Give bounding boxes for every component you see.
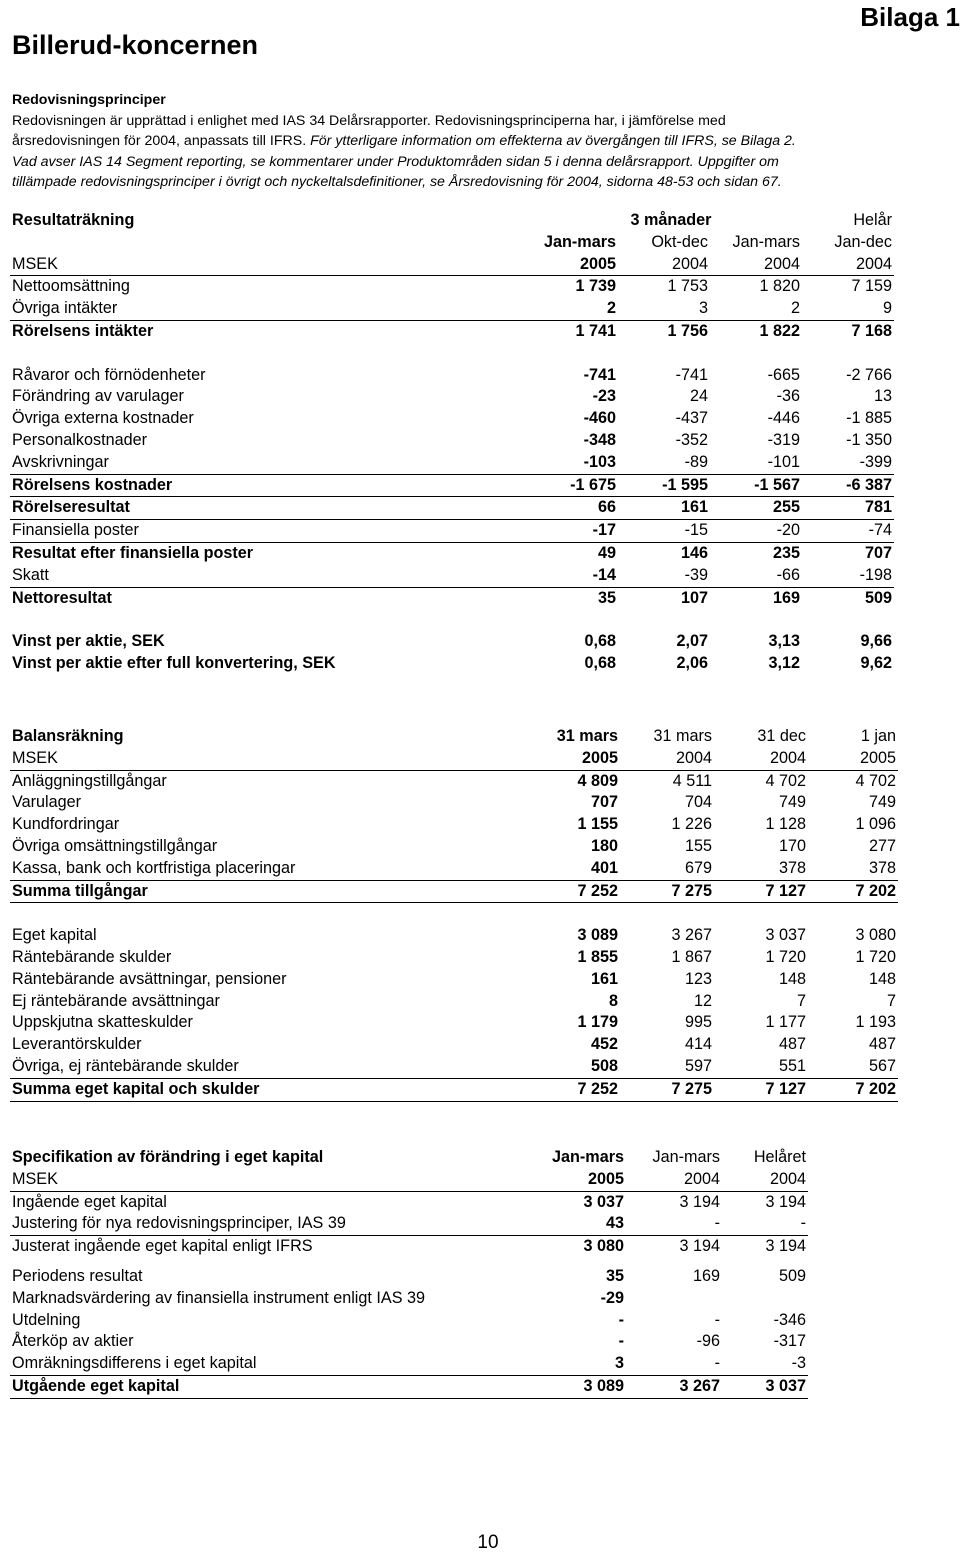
row-label: Återköp av aktier <box>12 1332 134 1351</box>
table-row <box>10 858 898 880</box>
row-value: -66 <box>710 565 802 587</box>
income-statement-table <box>10 210 894 675</box>
row-value: 3 037 <box>765 926 806 945</box>
row-value: -319 <box>767 430 800 449</box>
income-col-period: Jan-mars <box>732 232 800 251</box>
row-value: 123 <box>684 969 712 988</box>
row-value: 707 <box>590 793 618 812</box>
row-value: -39 <box>618 565 710 587</box>
balance-col-date: 31 mars <box>653 727 712 745</box>
row-value: 414 <box>684 1035 712 1054</box>
table-row <box>10 386 894 408</box>
row-value: 567 <box>808 1056 898 1078</box>
principles-line-2a: årsredovisningen för 2004, anpassats till IFRS. <box>12 133 307 149</box>
row-value: 1 128 <box>765 815 806 834</box>
row-value: -1 567 <box>710 474 802 497</box>
row-value: -101 <box>710 452 802 474</box>
row-value: 7 127 <box>714 880 808 903</box>
row-value: 378 <box>808 858 898 880</box>
row-label: Personalkostnader <box>12 430 147 449</box>
row-value: 7 202 <box>808 1078 898 1101</box>
table-row <box>10 880 898 903</box>
row-label: Skatt <box>10 565 530 587</box>
row-label: Vinst per aktie, SEK <box>12 632 165 651</box>
row-value: 3 194 <box>679 1237 720 1256</box>
row-value: - <box>722 1213 808 1235</box>
row-label: Ingående eget kapital <box>12 1192 167 1211</box>
row-value: 1 155 <box>577 815 618 834</box>
row-label: Anläggningstillgångar <box>12 771 167 790</box>
row-value: 7 275 <box>620 880 714 903</box>
row-label: Periodens resultat <box>12 1266 143 1285</box>
income-col-period: Okt-dec <box>651 232 708 251</box>
row-value: -96 <box>696 1332 720 1351</box>
row-value: 7 252 <box>528 1078 620 1101</box>
table-row <box>10 1191 808 1213</box>
row-value: -665 <box>767 365 800 384</box>
row-label: Resultat efter finansiella poster <box>12 543 254 562</box>
row-value: 2 <box>710 298 802 320</box>
row-value <box>722 1288 808 1310</box>
row-value: -74 <box>802 520 894 543</box>
table-row <box>10 770 898 792</box>
row-value: 66 <box>530 497 618 520</box>
row-value: 2,06 <box>676 653 708 672</box>
row-value: -103 <box>530 452 618 474</box>
row-value: 2 <box>530 298 618 320</box>
row-value: 508 <box>528 1056 620 1078</box>
row-value: 7 168 <box>851 321 892 340</box>
row-label: Ej räntebärande avsättningar <box>12 991 220 1010</box>
row-value: 704 <box>684 793 712 812</box>
row-value: 170 <box>778 836 806 855</box>
row-label: Räntebärande skulder <box>12 947 172 966</box>
row-value: - <box>626 1353 722 1375</box>
table-row <box>10 565 894 587</box>
row-value: -460 <box>583 409 616 428</box>
accounting-principles-text <box>12 90 952 193</box>
row-value: 1 753 <box>667 277 708 296</box>
row-value: 1 226 <box>671 815 712 834</box>
row-value: 781 <box>802 497 894 520</box>
principles-line-3b: Uppgifter om <box>693 153 779 170</box>
row-value: 707 <box>864 543 892 562</box>
row-value: 679 <box>620 858 714 880</box>
row-label: Utgående eget kapital <box>10 1375 530 1398</box>
row-value: 0,68 <box>584 632 616 651</box>
row-value: 49 <box>597 543 616 562</box>
row-value: - <box>618 1310 624 1329</box>
row-value: 4 702 <box>765 771 806 790</box>
row-label: Varulager <box>12 793 81 812</box>
table-row <box>10 1236 808 1258</box>
principles-line-3 <box>12 152 952 173</box>
table-row <box>10 587 894 609</box>
row-value: 255 <box>710 497 802 520</box>
balance-col-date: 31 mars <box>556 727 618 745</box>
table-row <box>10 430 894 452</box>
principles-line-1: Redovisningen är upprättad i enlighet med IAS 34 Delårsrapporter. Redovisningsprinciperna har, i jämförelse med <box>12 112 726 129</box>
row-value: -23 <box>592 387 616 406</box>
row-value: 7 252 <box>528 880 620 903</box>
principles-line-2b: För ytterligare information om effekterna av övergången till IFRS, se Bilaga 2. <box>306 133 796 149</box>
balance-col-year: 2005 <box>528 748 620 770</box>
row-value: 13 <box>873 387 892 406</box>
row-value: -446 <box>767 409 800 428</box>
row-value: 1 720 <box>855 947 896 966</box>
row-value: 3 037 <box>722 1375 808 1398</box>
table-row <box>10 298 894 320</box>
row-value: 2,07 <box>676 632 708 651</box>
row-value: 9 <box>802 298 894 320</box>
row-value: 452 <box>590 1035 618 1054</box>
table-row <box>10 631 894 653</box>
row-label: Omräkningsdifferens i eget kapital <box>10 1353 530 1375</box>
table-row <box>10 1266 808 1288</box>
table-row <box>10 1213 808 1235</box>
balance-header-row-2 <box>10 748 898 770</box>
table-row <box>10 520 894 543</box>
row-value: 1 739 <box>575 277 616 296</box>
table-row <box>10 1288 808 1310</box>
row-value: 1 177 <box>765 1013 806 1032</box>
row-value: 3 080 <box>855 926 896 945</box>
row-value: 3 267 <box>671 926 712 945</box>
equity-col-period: Helåret <box>753 1148 806 1166</box>
row-label: Finansiella poster <box>10 520 530 543</box>
table-row <box>10 814 898 836</box>
table-row <box>10 792 898 814</box>
income-header-row-1 <box>10 210 894 232</box>
row-value: 35 <box>605 1266 624 1285</box>
row-value: - <box>618 1332 624 1351</box>
row-value: 9,62 <box>860 653 892 672</box>
equity-col-year: 2005 <box>530 1169 626 1191</box>
row-value: 148 <box>778 969 806 988</box>
row-label: Justering för nya redovisningsprinciper, IAS 39 <box>10 1213 530 1235</box>
row-value: -352 <box>675 430 708 449</box>
income-col-year: 2004 <box>802 254 894 276</box>
row-value: -15 <box>618 520 710 543</box>
table-row <box>10 1310 808 1332</box>
row-value: -741 <box>583 365 616 384</box>
table-row <box>10 836 898 858</box>
income-full-year-header: Helår <box>853 211 892 229</box>
row-label: Rörelseresultat <box>10 497 530 520</box>
balance-col-date: 1 jan <box>860 727 896 745</box>
row-value: 995 <box>684 1013 712 1032</box>
table-row <box>10 1375 808 1398</box>
row-value <box>626 1288 722 1310</box>
row-value: 3 037 <box>583 1192 624 1211</box>
row-value: 161 <box>590 969 618 988</box>
row-value: 1 096 <box>855 815 896 834</box>
row-value: -317 <box>773 1332 806 1351</box>
equity-title: Specifikation av förändring i eget kapital <box>12 1148 324 1166</box>
income-group-header: 3 månader <box>630 211 712 229</box>
row-value: 7 202 <box>808 880 898 903</box>
row-value: -348 <box>583 430 616 449</box>
row-value: 487 <box>868 1035 896 1054</box>
row-value: 7 <box>886 991 896 1010</box>
row-value: 749 <box>778 793 806 812</box>
table-row <box>10 320 894 342</box>
row-label: Övriga omsättningstillgångar <box>12 836 218 855</box>
page-number: 10 <box>477 1532 499 1553</box>
principles-heading: Redovisningsprinciper <box>12 92 166 108</box>
row-value: -20 <box>710 520 802 543</box>
row-value: 509 <box>778 1266 806 1285</box>
table-row <box>10 408 894 430</box>
row-value: 3 267 <box>626 1375 722 1398</box>
row-value: 1 867 <box>671 947 712 966</box>
row-value: 7 <box>796 991 806 1010</box>
row-value: 12 <box>693 991 712 1010</box>
table-row <box>10 365 894 387</box>
row-value: 3,13 <box>768 632 800 651</box>
row-label: Justerat ingående eget kapital enligt IFRS <box>12 1237 313 1256</box>
equity-col-period: Jan-mars <box>652 1148 720 1166</box>
row-value: 1 855 <box>577 947 618 966</box>
table-row <box>10 653 894 675</box>
row-value: -2 766 <box>846 365 892 384</box>
row-value: 146 <box>680 543 708 562</box>
table-row <box>10 1078 898 1101</box>
principles-line-2 <box>12 131 952 152</box>
income-header-row-3 <box>10 254 894 276</box>
row-value: 597 <box>620 1056 714 1078</box>
row-label: Nettoresultat <box>12 588 112 607</box>
row-value: 3 <box>530 1353 626 1375</box>
row-label: Räntebärande avsättningar, pensioner <box>12 969 287 988</box>
row-value: 4 702 <box>855 771 896 790</box>
row-value: -14 <box>530 565 618 587</box>
row-value: 4 809 <box>577 771 618 790</box>
equity-unit: MSEK <box>10 1169 530 1191</box>
table-row <box>10 1012 898 1034</box>
row-value: -1 885 <box>846 409 892 428</box>
row-value: 487 <box>778 1035 806 1054</box>
row-value: 180 <box>590 836 618 855</box>
row-value: 1 756 <box>667 321 708 340</box>
row-value: - <box>714 1310 720 1329</box>
appendix-label: Bilaga 1 <box>860 2 960 32</box>
row-value: 3,12 <box>768 653 800 672</box>
row-value: 7 275 <box>620 1078 714 1101</box>
row-label: Förändring av varulager <box>12 387 184 406</box>
equity-col-year: 2004 <box>626 1169 722 1191</box>
row-value: -399 <box>802 452 894 474</box>
principles-line-4: tillämpade redovisningsprinciper i övrigt och nyckeltalsdefinitioner, se Årsredovisning för 2004, sidorna 48-53 och sidan 67. <box>12 174 782 190</box>
row-value: 3 089 <box>530 1375 626 1398</box>
equity-col-period: Jan-mars <box>552 1148 624 1166</box>
balance-header-row-1 <box>10 726 898 748</box>
row-label: Marknadsvärdering av finansiella instrument enligt IAS 39 <box>12 1288 425 1307</box>
row-value: 155 <box>684 836 712 855</box>
row-value: 169 <box>692 1266 720 1285</box>
row-value: 3 194 <box>765 1237 806 1256</box>
balance-unit: MSEK <box>10 748 528 770</box>
table-row <box>10 1331 808 1353</box>
row-label: Utdelning <box>12 1310 81 1329</box>
row-label: Rörelsens intäkter <box>12 321 154 340</box>
row-value: 749 <box>868 793 896 812</box>
table-row <box>10 1056 898 1078</box>
row-value: 3 080 <box>583 1237 624 1256</box>
row-label: Övriga externa kostnader <box>12 409 194 428</box>
row-value: 35 <box>597 588 616 607</box>
row-value: -1 595 <box>618 474 710 497</box>
row-value: 1 741 <box>575 321 616 340</box>
table-row <box>10 542 894 564</box>
row-label: Kundfordringar <box>12 815 120 834</box>
income-title: Resultaträkning <box>12 211 135 229</box>
row-label: Råvaror och förnödenheter <box>12 365 206 384</box>
row-value: -741 <box>675 365 708 384</box>
row-value: 1 193 <box>855 1013 896 1032</box>
row-value: 551 <box>714 1056 808 1078</box>
row-value: -198 <box>802 565 894 587</box>
income-col-period: Jan-dec <box>834 232 892 251</box>
income-col-year: 2004 <box>710 254 802 276</box>
balance-title: Balansräkning <box>12 727 124 745</box>
row-value: 7 159 <box>851 277 892 296</box>
table-row <box>10 947 898 969</box>
row-label: Kassa, bank och kortfristiga placeringar <box>10 858 528 880</box>
row-value: 3 194 <box>679 1192 720 1211</box>
row-value: 1 179 <box>577 1013 618 1032</box>
row-value: 4 511 <box>672 771 712 790</box>
row-label: Vinst per aktie efter full konvertering, SEK <box>12 653 336 672</box>
row-value: -346 <box>773 1310 806 1329</box>
balance-col-year: 2004 <box>620 748 714 770</box>
row-value: -89 <box>618 452 710 474</box>
balance-sheet-table <box>10 726 898 1102</box>
row-value: 24 <box>689 387 708 406</box>
equity-change-table <box>10 1147 808 1399</box>
row-value: 9,66 <box>860 632 892 651</box>
table-row <box>10 497 894 520</box>
table-row <box>10 969 898 991</box>
row-value: 1 822 <box>759 321 800 340</box>
row-value: 1 720 <box>765 947 806 966</box>
equity-header-row-2 <box>10 1169 808 1191</box>
income-col-period: Jan-mars <box>544 232 616 251</box>
table-row <box>10 276 894 298</box>
company-title: Billerud-koncernen <box>12 30 259 60</box>
row-value: 161 <box>618 497 710 520</box>
balance-col-year: 2004 <box>714 748 808 770</box>
row-value: 277 <box>868 836 896 855</box>
table-row <box>10 474 894 497</box>
income-col-year: 2005 <box>530 254 618 276</box>
row-value: 3 089 <box>577 926 618 945</box>
balance-col-date: 31 dec <box>757 727 806 745</box>
row-label: Summa tillgångar <box>10 880 528 903</box>
row-label: Eget kapital <box>12 926 97 945</box>
row-label: Summa eget kapital och skulder <box>10 1078 528 1101</box>
equity-col-year: 2004 <box>722 1169 808 1191</box>
row-value: -1 675 <box>530 474 618 497</box>
table-row <box>10 1034 898 1056</box>
row-value: 107 <box>680 588 708 607</box>
row-value: 235 <box>772 543 800 562</box>
row-value: -17 <box>530 520 618 543</box>
row-value: -36 <box>776 387 800 406</box>
row-label: Övriga intäkter <box>10 298 530 320</box>
income-header-row-2 <box>10 232 894 254</box>
row-value: 7 127 <box>714 1078 808 1101</box>
row-label: Avskrivningar <box>10 452 530 474</box>
row-label: Nettoomsättning <box>12 277 130 296</box>
row-label: Rörelsens kostnader <box>10 474 530 497</box>
row-label: Övriga, ej räntebärande skulder <box>10 1056 528 1078</box>
table-row <box>10 925 898 947</box>
table-row <box>10 991 898 1013</box>
row-value: - <box>626 1213 722 1235</box>
balance-col-year: 2005 <box>808 748 898 770</box>
table-row <box>10 452 894 474</box>
row-value: -29 <box>600 1288 624 1307</box>
row-value: 401 <box>528 858 620 880</box>
equity-header-row-1 <box>10 1147 808 1169</box>
row-label: Leverantörskulder <box>12 1035 142 1054</box>
row-value: -3 <box>722 1353 808 1375</box>
income-col-year: 2004 <box>618 254 710 276</box>
row-value: 3 194 <box>765 1192 806 1211</box>
row-value: 0,68 <box>584 653 616 672</box>
principles-line-3a: Vad avser IAS 14 Segment reporting, se kommentarer under Produktområden sidan 5 i denna delårsrapport. <box>12 153 694 170</box>
row-value: 43 <box>530 1213 626 1235</box>
row-value: 8 <box>608 991 618 1010</box>
row-value: 1 820 <box>759 277 800 296</box>
row-value: 169 <box>772 588 800 607</box>
row-value: -1 350 <box>846 430 892 449</box>
row-label: Uppskjutna skatteskulder <box>12 1013 193 1032</box>
row-value: -437 <box>675 409 708 428</box>
row-value: 378 <box>714 858 808 880</box>
table-row <box>10 1353 808 1375</box>
row-value: 509 <box>864 588 892 607</box>
income-unit: MSEK <box>10 254 530 276</box>
row-value: 3 <box>618 298 710 320</box>
row-value: -6 387 <box>802 474 894 497</box>
row-value: 148 <box>868 969 896 988</box>
